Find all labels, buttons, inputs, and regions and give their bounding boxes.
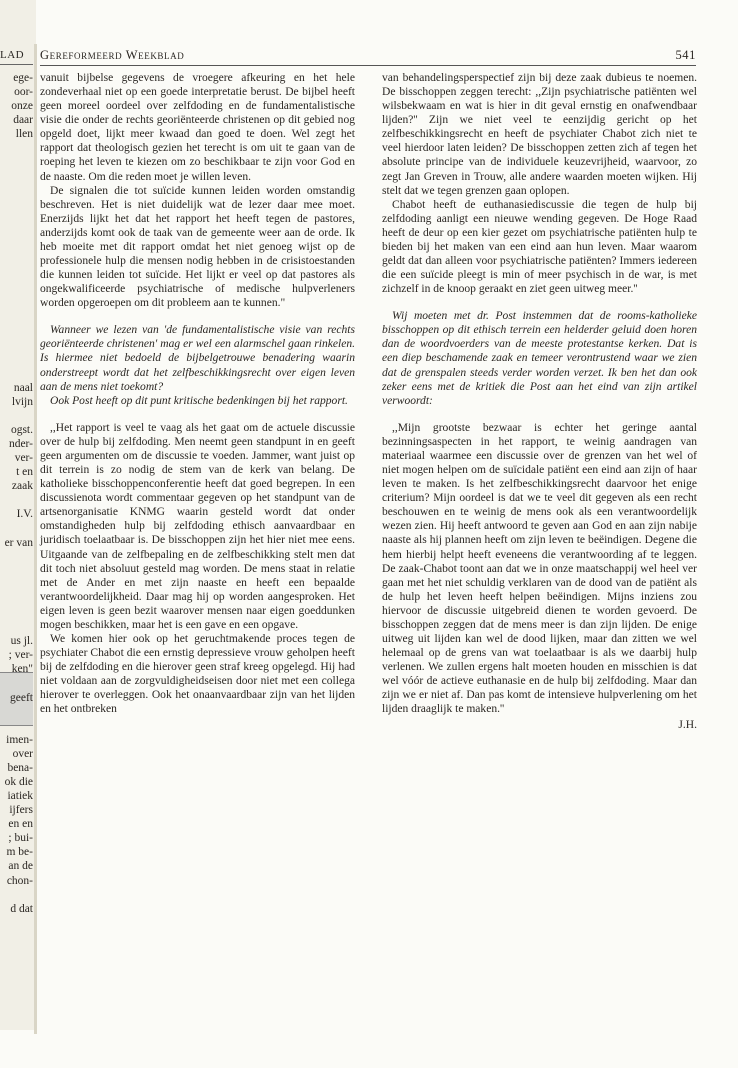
previous-page-rule <box>0 64 33 65</box>
previous-page-line-fragment: nder- <box>8 438 33 451</box>
page-number: 541 <box>675 48 696 62</box>
running-header <box>40 46 696 64</box>
previous-page-line-fragment: chon- <box>6 874 33 887</box>
right-column <box>382 71 697 733</box>
previous-page-line-fragment: daar <box>13 114 33 127</box>
paragraph: De signalen die tot suïcide kunnen leiden worden omstandig beschreven. Het is niet duidelijk wat de lezer daar mee moet. Enerzijds lijkt het dat het rapport het heeft tegen de pastores, anderzijds komt ook de taak van de gemeente weer aan de orde. Ik heb moeite met dit rapport omdat het niet genoeg wijst op de professionele hulp die mensen nodig hebben in de crisistoestanden die kunnen leiden tot suïcide. Het lijkt er veel op dat pastores als ongekwalificeerde psychiatrische of medische hulpverleners worden opgeroepen om dit probleem aan te kunnen." <box>40 184 355 310</box>
previous-page-line-fragment: lvijn <box>11 395 33 408</box>
paragraph: We komen hier ook op het geruchtmakende proces tegen de psychiater Chabot die een ernstig depressieve vrouw geholpen heeft bij de zelfdoding en die hierover geen straf kreeg opgelegd. Hij had niet voldaan aan de zorgvuldigheidseisen door niet met een collega hierover te overleggen. Ook het onaanvaardbaar zijn van het lijden en het ontbreken <box>40 632 355 716</box>
page-gutter <box>34 44 37 1034</box>
paragraph: vanuit bijbelse gegevens de vroegere afkeuring en het hele zondeverhaal niet op een goede interpretatie berust. De bijbel heeft geen moreel oordeel over zelfdoding en de fundamentalistische visie die onder de rechts georiënteerde christenen op dit gebied nog opgeld doet, lijkt meer kwaad dan goed te doen. Wel zegt het rapport dat theologisch gezien het terecht is om uit te gaan van de roeping het leven te kiezen om zo beschikbaar te zijn voor God en de naaste. Om die reden moet je willen leven. <box>40 72 355 183</box>
paragraph: Ook Post heeft op dit punt kritische bedenkingen bij het rapport. <box>50 394 348 407</box>
previous-page-line-fragment: bena- <box>7 761 33 774</box>
previous-page-line-fragment: ijfers <box>9 804 33 817</box>
previous-page-line-fragment: m be- <box>6 846 33 859</box>
paragraph: Wij moeten met dr. Post instemmen dat de rooms-katholieke bisschoppen op dit ethisch terrein een helderder geluid doen horen dan de woordvoerders van de meeste protestantse kerken. Dat is een diep beschamende zaak en temeer verontrustend waar we zien dat de grenspalen steeds verder worden verzet. Ik ben het dan ook zeker eens met de kritiek die Post aan het eind van zijn artikel verwoordt: <box>382 310 697 407</box>
previous-page-line-fragment: onze <box>11 100 33 113</box>
previous-page-line-fragment: ogst. <box>10 424 33 436</box>
previous-page-line-fragment: iatiek <box>7 790 33 803</box>
previous-page-line-fragment: ege- <box>13 72 33 84</box>
previous-page-line-fragment: zaak <box>11 480 33 493</box>
header-rule <box>40 65 696 66</box>
paragraph: Wanneer we lezen van 'de fundamentalistische visie van rechts georiënteerde christenen' mag er wel een alarmschel gaan rinkelen. Is hiermee niet bedoeld de bijbelgetrouwe benadering waarin onderstreept wordt dat het zelfbeschikkingsrecht over eigen leven aan de mens niet toekomt? <box>40 324 355 393</box>
previous-page-line-fragment: an de <box>8 860 33 873</box>
paragraph: van behandelingsperspectief zijn bij deze zaak dubieus te noemen. De bisschoppen zeggen terecht: ,,Zijn psychiatrische patiënten wel wilsbekwaam en wat is hier in dit geval ernstig en onafwendbaar lijden?'' Zijn we niet veel te eenzijdig gericht op het zelfbeschikkingsrecht en heeft de psychiater Chabot zich niet te veel hierdoor laten leiden? De bisschoppen zetten zich af tegen het absolute principe van de individuele keuzevrijheid, waarvoor, zo zegt Jan Greven in Trouw, alle andere waarden moeten wijken. Hij stelt dat we tegen grenzen gaan oplopen. <box>382 72 697 197</box>
previous-page-line-fragment: ver- <box>14 452 33 465</box>
previous-page-line-fragment: over <box>12 747 33 760</box>
previous-page-line-fragment: d dat <box>10 902 33 915</box>
previous-page-line-fragment: imen- <box>6 733 33 746</box>
previous-page-line-fragment: llen <box>15 128 33 141</box>
previous-page-line-fragment: t en <box>16 466 33 479</box>
previous-page-line-fragment: us jl. <box>10 635 33 648</box>
previous-page-line-fragment: ; ver- <box>8 649 33 662</box>
paragraph: ,,Het rapport is veel te vaag als het gaat om de actuele discussie over de hulp bij zelfdoding. Men neemt geen standpunt in en geeft geen argumenten om de discussie te voeden. Jammer, want juist op dit terrein is zo nodig de stem van de kerk van belang. De katholieke bisschoppenconferentie heeft dat goed begrepen. In een discussienota wordt commentaar gegeven op het standpunt van de artsenorganisatie KNMG waarin gesteld wordt dat onder omstandigheden hulp bij zelfdoding ethisch aanvaardbaar en juridisch toelaatbaar is. De bisschoppen zijn het hier niet mee eens. Uitgaande van de zelfbepaling en de zelfbeschikking stelt men dat dit toch niet absoluut gesteld mag worden. De mens staat in relatie met de Ander en met zijn naaste en heeft een bepaalde verantwoordelijkheid. Daar mag hij op worden aangesproken. Het eigen leven is geen bezit waarover mensen naar eigen goeddunken mogen beschikken, maar het is een gave en een opgave. <box>40 421 355 631</box>
previous-page-fragment <box>0 0 33 1030</box>
previous-page-line-fragment: er van <box>4 536 33 549</box>
previous-page-line-fragment: oor- <box>14 86 33 99</box>
previous-page-line-fragment: I.V. <box>16 508 33 521</box>
author-signature: J.H. <box>678 719 697 732</box>
previous-page-line-fragment: en en <box>8 818 33 831</box>
previous-page-line-fragment: ok die <box>4 776 33 788</box>
previous-page-line-fragment: ; bui- <box>8 832 33 845</box>
previous-page-line-fragment: geeft <box>10 691 33 704</box>
previous-page-line-fragment: ken" <box>11 663 33 676</box>
previous-page-header-fragment: LAD <box>0 49 25 61</box>
left-column <box>40 71 355 716</box>
journal-title: Gereformeerd Weekblad <box>40 48 185 62</box>
paragraph: Chabot heeft de euthanasiediscussie die tegen de hulp bij zelfdoding aanligt een nieuwe wending gegeven. De Hoge Raad heeft de deur op een kier gezet om psychiatrische patiënten hulp te bieden bij het maken van een eind aan hun leven. Maar waarom geldt dat dan alleen voor psychiatrische patiënten? Immers iedereen die een suïcide pleegt is min of meer psychisch in de war, is met zichzelf in de knoop geraakt en ziet geen uitweg meer.'' <box>382 198 697 296</box>
previous-page-line-fragment: naal <box>13 381 33 394</box>
paragraph: ,,Mijn grootste bezwaar is echter het geringe aantal bezinningsaspecten in het rapport, te weinig aandragen van materiaal waarmee een discussie over de grenzen van het wel of niet mogen helpen om de suïcidale patiënt een eind aan zijn of haar leven te maken. Is het zelfbeschikkingsrecht daarvoor het enige criterium? Mijn oordeel is dat we te veel dit gegeven als een recht beschouwen en te weinig de mens ook als een verantwoordelijk wezen zien. Hij heeft antwoord te geven aan God en aan zijn nabije naaste als hij plannen heeft om zijn leven te beëindigen. Degene die hem hierbij helpt heeft eveneens die verantwoording af te leggen. De zaak-Chabot toont aan dat we in onze maatschappij wel heel ver gaan met het niet schuldig verklaren van de dood van de patiënt als de hulp het leven heeft helpen beëindigen. Mijns inziens zou hiervoor de discussie uitgebreid dienen te worden gevoerd. De bisschoppen zeggen dat de mens meer is dan zijn lijden. De enige uitweg uit lijden kan wel de dood lijken, maar dan zitten we wel helemaal op de grens van wat toelaatbaar is als we daarbij hulp verlenen. We zullen ergens halt moeten houden en misschien is dat wel vóór de actieve euthanasie en de hulp bij zelfdoding. Maar dan zijn we er niet af. Dan pas komt de intensieve hulpverlening om het lijden draaglijk te maken.'' <box>382 421 697 716</box>
